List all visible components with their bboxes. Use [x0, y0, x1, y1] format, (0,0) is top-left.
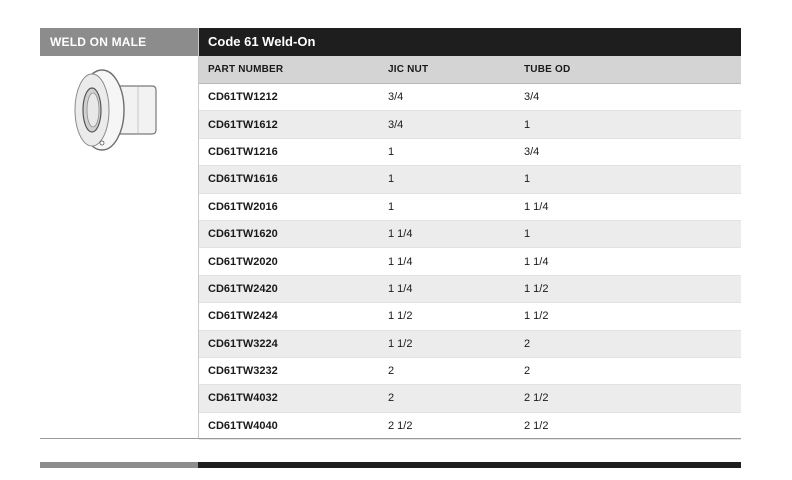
tube-od-cell: 2 1/2 — [515, 385, 741, 412]
jic-nut-cell: 1 — [379, 193, 515, 220]
part-number-cell: CD61TW1612 — [199, 111, 379, 138]
jic-nut-cell: 1 — [379, 166, 515, 193]
table-row — [199, 84, 741, 111]
tube-od-cell: 1 — [515, 220, 741, 247]
jic-nut-cell: 1 1/2 — [379, 330, 515, 357]
part-number-cell: CD61TW4032 — [199, 385, 379, 412]
tube-od-cell: 1 — [515, 166, 741, 193]
table-row — [199, 248, 741, 275]
part-number-cell: CD61TW1620 — [199, 220, 379, 247]
tube-od-cell: 2 — [515, 330, 741, 357]
table-title: Code 61 Weld-On — [199, 28, 741, 56]
tube-od-cell: 1 1/2 — [515, 303, 741, 330]
table-header-row — [199, 56, 741, 84]
table-row — [199, 303, 741, 330]
tube-od-cell: 3/4 — [515, 138, 741, 165]
jic-nut-cell: 1 1/4 — [379, 248, 515, 275]
footer-bar-left — [40, 462, 198, 468]
part-number-cell: CD61TW1216 — [199, 138, 379, 165]
table-row — [199, 330, 741, 357]
table-row — [199, 412, 741, 439]
part-number-cell: CD61TW1616 — [199, 166, 379, 193]
tube-od-cell: 1 — [515, 111, 741, 138]
jic-nut-cell: 3/4 — [379, 111, 515, 138]
bottom-rule — [40, 438, 741, 439]
table-row — [199, 275, 741, 302]
jic-nut-cell: 1 1/2 — [379, 303, 515, 330]
tube-od-cell: 3/4 — [515, 84, 741, 111]
jic-nut-cell: 1 1/4 — [379, 220, 515, 247]
column-header-part-number: PART NUMBER — [199, 56, 379, 84]
table-row — [199, 357, 741, 384]
column-header-jic-nut: JIC NUT — [379, 56, 515, 84]
jic-nut-cell: 1 1/4 — [379, 275, 515, 302]
tube-od-cell: 2 1/2 — [515, 412, 741, 439]
parts-table — [199, 56, 741, 440]
tube-od-cell: 1 1/4 — [515, 193, 741, 220]
part-number-cell: CD61TW3224 — [199, 330, 379, 357]
part-number-cell: CD61TW4040 — [199, 412, 379, 439]
part-number-cell: CD61TW2020 — [199, 248, 379, 275]
tube-od-cell: 1 1/2 — [515, 275, 741, 302]
jic-nut-cell: 2 — [379, 357, 515, 384]
category-label: WELD ON MALE — [40, 28, 198, 56]
jic-nut-cell: 2 1/2 — [379, 412, 515, 439]
table-row — [199, 220, 741, 247]
table-body — [199, 84, 741, 440]
table-row — [199, 385, 741, 412]
tube-od-cell: 1 1/4 — [515, 248, 741, 275]
part-number-cell: CD61TW2016 — [199, 193, 379, 220]
part-number-cell: CD61TW2420 — [199, 275, 379, 302]
footer-bar-right — [198, 462, 741, 468]
table-row — [199, 138, 741, 165]
jic-nut-cell: 3/4 — [379, 84, 515, 111]
jic-nut-cell: 2 — [379, 385, 515, 412]
table-row — [199, 111, 741, 138]
part-number-cell: CD61TW1212 — [199, 84, 379, 111]
column-header-tube-od: TUBE OD — [515, 56, 741, 84]
jic-nut-cell: 1 — [379, 138, 515, 165]
tube-od-cell: 2 — [515, 357, 741, 384]
table-row — [199, 193, 741, 220]
weld-on-fitting-image — [46, 60, 158, 160]
table-row — [199, 166, 741, 193]
part-number-cell: CD61TW2424 — [199, 303, 379, 330]
part-number-cell: CD61TW3232 — [199, 357, 379, 384]
